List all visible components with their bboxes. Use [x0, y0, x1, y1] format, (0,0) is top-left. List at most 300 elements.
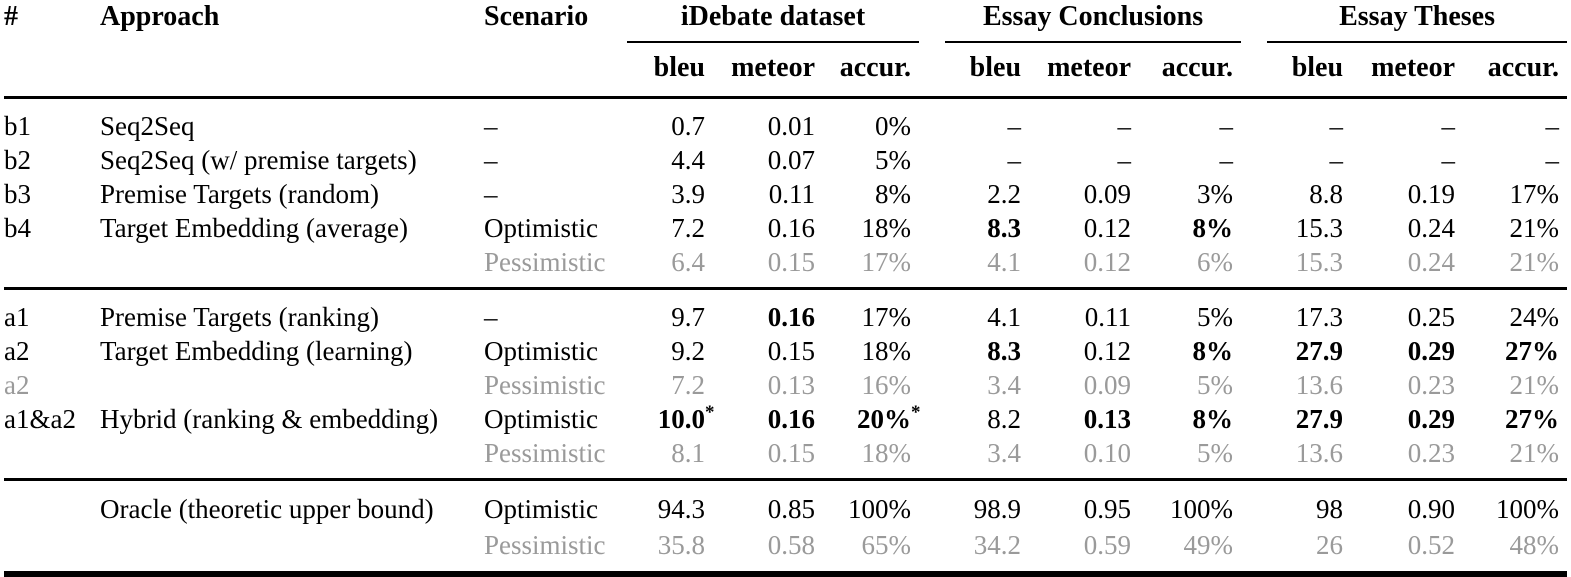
value-text: 21%: [1509, 438, 1560, 468]
value-cell: [1139, 527, 1241, 574]
value-cell: [1351, 527, 1463, 574]
value-text: 8.3: [987, 213, 1022, 243]
table-row: [4, 368, 1567, 402]
spacer-cell: [1241, 436, 1267, 480]
header-spacer: [1241, 0, 1267, 98]
row-id-cell: a2: [4, 370, 30, 400]
value-cell: [1463, 527, 1567, 574]
approach-cell: Oracle (theoretic upper bound): [100, 494, 434, 524]
metric-header-bleu: bleu: [653, 52, 705, 83]
value-text: 15.3: [1295, 247, 1344, 277]
value-text: 27.9: [1295, 336, 1344, 366]
value-cell: [1029, 402, 1139, 436]
value-text: 10.0: [657, 404, 705, 434]
value-text: 65%: [861, 530, 912, 560]
value-text: 8.2: [987, 404, 1022, 434]
value-text: 24%: [1509, 302, 1560, 332]
spacer-cell: [919, 177, 945, 211]
metric-header-accur: accur.: [1161, 52, 1234, 83]
value-text: 0.16: [767, 213, 815, 243]
value-text: 2.2: [987, 179, 1022, 209]
value-text: –: [1329, 145, 1344, 175]
col-header-approach: Approach: [100, 1, 220, 32]
row-id-cell: a2: [4, 336, 30, 366]
value-text: 0.95: [1083, 494, 1132, 524]
value-cell: [713, 177, 823, 211]
value-text: 0.15: [767, 438, 815, 468]
spacer-cell: [1241, 480, 1267, 528]
value-text: 4.4: [671, 145, 705, 175]
table-row: [4, 436, 1567, 480]
approach-cell: [100, 527, 484, 574]
section-approaches: [4, 289, 1567, 480]
value-text: 0.09: [1083, 370, 1132, 400]
table-row: [4, 211, 1567, 245]
value-cell: [627, 436, 713, 480]
value-cell: [627, 177, 713, 211]
value-cell: [1463, 436, 1567, 480]
value-cell: [1029, 143, 1139, 177]
value-text: 0.85: [767, 494, 815, 524]
value-text: 0.59: [1083, 530, 1132, 560]
value-text: 17%: [1509, 179, 1560, 209]
value-cell: [823, 289, 919, 335]
metric-header-meteor: meteor: [1047, 52, 1132, 83]
value-cell: [823, 98, 919, 144]
group-header-essay-conclusions: Essay Conclusions: [945, 0, 1241, 42]
value-text: 100%: [1170, 494, 1234, 524]
value-text: 0.12: [1083, 213, 1132, 243]
header-row-groups: [4, 0, 1567, 42]
row-id-cell: b3: [4, 179, 31, 209]
value-text: 16%: [861, 370, 912, 400]
spacer-cell: [919, 143, 945, 177]
value-cell: [1463, 211, 1567, 245]
value-cell: [1463, 177, 1567, 211]
value-text: 18%: [861, 438, 912, 468]
value-text: 18%: [861, 213, 912, 243]
value-cell: [1351, 368, 1463, 402]
value-cell: [945, 368, 1029, 402]
value-cell: [1139, 245, 1241, 289]
value-cell: [1351, 289, 1463, 335]
spacer-cell: [1241, 368, 1267, 402]
header-spacer: [919, 0, 945, 98]
value-text: 3.4: [987, 370, 1022, 400]
approach-cell: [100, 368, 484, 402]
value-cell: [1463, 143, 1567, 177]
approach-cell: Premise Targets (ranking): [100, 302, 380, 332]
metric-header-meteor: meteor: [1371, 52, 1456, 83]
value-cell: [627, 334, 713, 368]
value-cell: [1267, 245, 1351, 289]
value-text: 0.23: [1407, 438, 1456, 468]
value-cell: [1029, 436, 1139, 480]
spacer-cell: [919, 480, 945, 528]
table-row: [4, 245, 1567, 289]
value-text: 0.13: [1083, 404, 1132, 434]
value-text: 18%: [861, 336, 912, 366]
value-cell: [945, 402, 1029, 436]
spacer-cell: [919, 98, 945, 144]
value-cell: [945, 334, 1029, 368]
metric-header-accur: accur.: [839, 52, 912, 83]
approach-cell: [100, 245, 484, 289]
spacer-cell: [919, 334, 945, 368]
table-row: [4, 527, 1567, 574]
row-id-cell: b2: [4, 145, 31, 175]
row-id-cell: b4: [4, 213, 31, 243]
value-text: 21%: [1509, 370, 1560, 400]
row-id-cell: b1: [4, 111, 31, 141]
value-cell: [1267, 143, 1351, 177]
value-text: 8%: [1192, 213, 1234, 243]
value-text: 27.9: [1295, 404, 1344, 434]
value-cell: [823, 143, 919, 177]
value-cell: [713, 527, 823, 574]
value-text: 5%: [875, 145, 912, 175]
spacer-cell: [1241, 289, 1267, 335]
row-id-cell: [4, 480, 100, 528]
value-text: 27%: [1505, 404, 1560, 434]
approach-cell: [100, 436, 484, 480]
value-text: 98: [1316, 494, 1344, 524]
scenario-cell: Optimistic: [484, 336, 598, 366]
value-cell: [1463, 98, 1567, 144]
value-text: 0.52: [1407, 530, 1456, 560]
value-cell: [1029, 368, 1139, 402]
value-cell: [627, 527, 713, 574]
value-text: 17%: [861, 247, 912, 277]
row-id-cell: [4, 245, 100, 289]
scenario-cell: Optimistic: [484, 213, 598, 243]
value-text: 35.8: [657, 530, 705, 560]
value-text: 3%: [1197, 179, 1234, 209]
value-text: 8.3: [987, 336, 1022, 366]
group-header-idebate-dataset: iDebate dataset: [627, 0, 919, 42]
value-cell: [1463, 480, 1567, 528]
value-text: 49%: [1183, 530, 1234, 560]
value-cell: [627, 480, 713, 528]
value-text: 7.2: [671, 213, 705, 243]
value-text: 100%: [1496, 494, 1560, 524]
value-text: 9.2: [671, 336, 705, 366]
approach-cell: Premise Targets (random): [100, 179, 380, 209]
value-text: 15.3: [1295, 213, 1344, 243]
value-text: 8%: [875, 179, 912, 209]
results-table: [4, 0, 1567, 577]
value-cell: [1029, 334, 1139, 368]
value-cell: [945, 143, 1029, 177]
value-cell: [1139, 211, 1241, 245]
value-cell: [1463, 289, 1567, 335]
value-cell: [713, 98, 823, 144]
metric-header-meteor: meteor: [731, 52, 815, 83]
value-cell: [713, 334, 823, 368]
value-text: 48%: [1509, 530, 1560, 560]
value-cell: [1351, 245, 1463, 289]
table-row: [4, 177, 1567, 211]
value-cell: [945, 527, 1029, 574]
value-text: –: [1117, 111, 1132, 141]
value-cell: [627, 289, 713, 335]
value-text: 0%: [875, 111, 912, 141]
scenario-cell: –: [484, 179, 498, 209]
value-text: 4.1: [987, 302, 1022, 332]
scenario-cell: –: [484, 145, 498, 175]
value-text: 0.09: [1083, 179, 1132, 209]
section-oracle: [4, 480, 1567, 575]
approach-cell: Seq2Seq: [100, 111, 195, 141]
value-cell: [1139, 480, 1241, 528]
value-cell: [823, 334, 919, 368]
value-cell: [1139, 334, 1241, 368]
spacer-cell: [919, 289, 945, 335]
value-cell: [1267, 98, 1351, 144]
value-cell: [823, 480, 919, 528]
value-cell: [627, 368, 713, 402]
table-header: [4, 0, 1567, 98]
table-row: [4, 143, 1567, 177]
value-text: 94.3: [657, 494, 705, 524]
spacer-cell: [1241, 245, 1267, 289]
scenario-cell: Pessimistic: [484, 370, 606, 400]
value-cell: [1351, 436, 1463, 480]
value-cell: [1463, 368, 1567, 402]
value-cell: [1139, 436, 1241, 480]
value-cell: [1139, 143, 1241, 177]
value-text: 0.15: [767, 247, 815, 277]
value-text: 0.11: [1084, 302, 1132, 332]
value-text: –: [1007, 145, 1022, 175]
value-cell: [1029, 289, 1139, 335]
value-cell: [1351, 402, 1463, 436]
value-cell: [1351, 98, 1463, 144]
value-cell: [823, 211, 919, 245]
value-cell: [1351, 211, 1463, 245]
row-id-cell: a1: [4, 302, 30, 332]
value-text: 3.4: [987, 438, 1022, 468]
row-id-cell: a1&a2: [4, 404, 76, 434]
value-cell: [945, 245, 1029, 289]
value-text: 17.3: [1295, 302, 1344, 332]
value-cell: [1351, 480, 1463, 528]
value-text: 0.24: [1407, 247, 1456, 277]
value-text: 21%: [1509, 247, 1560, 277]
value-cell: [1267, 289, 1351, 335]
value-text: –: [1219, 145, 1234, 175]
value-text: –: [1219, 111, 1234, 141]
spacer-cell: [1241, 402, 1267, 436]
value-text: 13.6: [1295, 438, 1344, 468]
spacer-cell: [1241, 211, 1267, 245]
spacer-cell: [919, 436, 945, 480]
value-cell: [1139, 98, 1241, 144]
value-text: 0.10: [1083, 438, 1132, 468]
value-text: 98.9: [973, 494, 1022, 524]
value-text: 4.1: [987, 247, 1022, 277]
value-cell: [945, 177, 1029, 211]
value-cell: [713, 289, 823, 335]
value-cell: [1267, 334, 1351, 368]
value-text: 100%: [848, 494, 912, 524]
value-text: 27%: [1505, 336, 1560, 366]
value-cell: 10.0*: [657, 402, 715, 434]
value-cell: [1139, 177, 1241, 211]
value-text: –: [1441, 145, 1456, 175]
table-row: [4, 402, 1567, 436]
value-text: 0.25: [1407, 302, 1456, 332]
scenario-cell: Pessimistic: [484, 438, 606, 468]
value-cell: [713, 480, 823, 528]
value-text: 0.01: [767, 111, 815, 141]
value-cell: [1267, 211, 1351, 245]
value-text: 8.8: [1309, 179, 1344, 209]
value-cell: [823, 368, 919, 402]
value-cell: 20%*: [857, 402, 921, 434]
approach-cell: Target Embedding (learning): [100, 336, 413, 366]
value-cell: [1267, 402, 1351, 436]
value-cell: [1139, 368, 1241, 402]
value-text: –: [1441, 111, 1456, 141]
value-text: 8.1: [671, 438, 705, 468]
value-cell: [1139, 289, 1241, 335]
table-row: [4, 289, 1567, 335]
value-cell: [1029, 211, 1139, 245]
col-header-scenario: Scenario: [484, 1, 589, 32]
value-cell: [945, 436, 1029, 480]
value-text: 6.4: [671, 247, 705, 277]
value-text: 0.12: [1083, 336, 1132, 366]
spacer-cell: [919, 402, 945, 436]
value-text: 17%: [861, 302, 912, 332]
scenario-cell: Optimistic: [484, 494, 598, 524]
scenario-cell: –: [484, 302, 498, 332]
table-row: [4, 480, 1567, 528]
value-cell: [1463, 402, 1567, 436]
table-row: [4, 98, 1567, 144]
spacer-cell: [919, 368, 945, 402]
value-cell: [627, 98, 713, 144]
value-text: 5%: [1197, 438, 1234, 468]
scenario-cell: Pessimistic: [484, 530, 606, 560]
value-cell: [1267, 177, 1351, 211]
value-cell: [945, 98, 1029, 144]
value-cell: [945, 289, 1029, 335]
value-text: 0.24: [1407, 213, 1456, 243]
value-cell: [713, 143, 823, 177]
row-id-cell: [4, 436, 100, 480]
value-cell: [1267, 480, 1351, 528]
scenario-cell: –: [484, 111, 498, 141]
value-text: 0.07: [767, 145, 815, 175]
value-text: 0.13: [767, 370, 815, 400]
value-text: 0.11: [768, 179, 815, 209]
value-text: 0.7: [671, 111, 705, 141]
spacer-cell: [919, 527, 945, 574]
table-row: [4, 334, 1567, 368]
value-cell: [1351, 143, 1463, 177]
spacer-cell: [1241, 177, 1267, 211]
metric-header-bleu: bleu: [969, 52, 1022, 83]
value-text: 0.19: [1407, 179, 1456, 209]
value-cell: [823, 177, 919, 211]
value-text: –: [1007, 111, 1022, 141]
approach-cell: Hybrid (ranking & embedding): [100, 404, 439, 434]
value-cell: [1351, 334, 1463, 368]
value-text: 7.2: [671, 370, 705, 400]
value-cell: [713, 245, 823, 289]
value-text: 26: [1316, 530, 1344, 560]
value-text: 21%: [1509, 213, 1560, 243]
value-cell: [823, 527, 919, 574]
scenario-cell: Pessimistic: [484, 247, 606, 277]
value-cell: [1139, 402, 1241, 436]
scenario-cell: Optimistic: [484, 404, 598, 434]
value-text: 0.29: [1407, 336, 1456, 366]
spacer-cell: [919, 211, 945, 245]
value-text: –: [1545, 145, 1560, 175]
value-text: 0.16: [767, 404, 815, 434]
row-id-cell: [4, 527, 100, 574]
value-cell: [1029, 527, 1139, 574]
spacer-cell: [1241, 143, 1267, 177]
spacer-cell: [1241, 527, 1267, 574]
value-text: –: [1117, 145, 1132, 175]
value-cell: [713, 368, 823, 402]
approach-cell: Target Embedding (average): [100, 213, 408, 243]
value-text: 0.23: [1407, 370, 1456, 400]
value-text: 5%: [1197, 370, 1234, 400]
value-text: 0.90: [1407, 494, 1456, 524]
metric-header-bleu: bleu: [1291, 52, 1344, 83]
value-text: 0.58: [767, 530, 815, 560]
value-text: –: [1329, 111, 1344, 141]
value-cell: [1267, 527, 1351, 574]
value-cell: [823, 245, 919, 289]
value-text: 6%: [1197, 247, 1234, 277]
value-cell: [1029, 98, 1139, 144]
value-cell: [1463, 334, 1567, 368]
value-cell: [1267, 436, 1351, 480]
value-text: 0.15: [767, 336, 815, 366]
value-text: 8%: [1192, 336, 1234, 366]
value-cell: [1029, 480, 1139, 528]
value-text: 0.12: [1083, 247, 1132, 277]
value-cell: [1029, 245, 1139, 289]
group-header-essay-theses: Essay Theses: [1267, 0, 1567, 42]
value-text: 20%: [857, 404, 912, 434]
value-cell: [627, 245, 713, 289]
col-header-num: #: [4, 1, 18, 32]
value-text: 3.9: [671, 179, 705, 209]
value-cell: [713, 211, 823, 245]
value-cell: [945, 211, 1029, 245]
value-cell: [1463, 245, 1567, 289]
value-text: 5%: [1197, 302, 1234, 332]
approach-cell: Seq2Seq (w/ premise targets): [100, 145, 417, 175]
value-text: 34.2: [973, 530, 1022, 560]
value-cell: [823, 436, 919, 480]
value-cell: [1029, 177, 1139, 211]
value-text: 9.7: [671, 302, 705, 332]
value-text: –: [1545, 111, 1560, 141]
value-cell: [945, 480, 1029, 528]
value-text: 13.6: [1295, 370, 1344, 400]
value-text: 0.29: [1407, 404, 1456, 434]
value-cell: [1267, 368, 1351, 402]
value-cell: [1351, 177, 1463, 211]
